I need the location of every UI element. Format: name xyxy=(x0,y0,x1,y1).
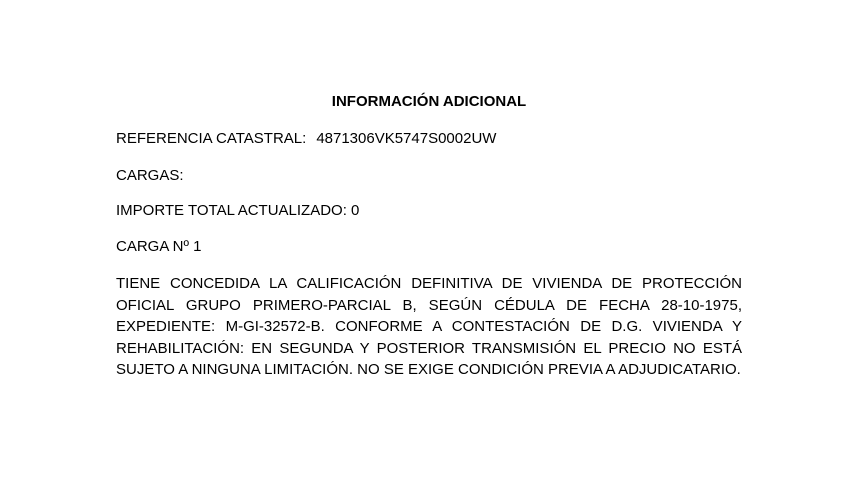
cadastral-reference-label: REFERENCIA CATASTRAL: xyxy=(116,130,307,147)
charges-label: CARGAS: xyxy=(116,167,184,184)
charge-description: TIENE CONCEDIDA LA CALIFICACIÓN DEFINITIVA DE VIVIENDA DE PROTECCIÓN OFICIAL GRUPO PRIMERO-PARCIAL B, SEGÚN CÉDULA DE FECHA 28-10-1975, EXPEDIENTE: M-GI-32572-B. CONFORME A CONTESTACIÓN DE D.G. VIVIENDA Y REHABILITACIÓN: EN SEGUNDA Y POSTERIOR TRANSMISIÓN EL PRECIO NO ESTÁ SUJETO A NINGUNA LIMITACIÓN. NO SE EXIGE CONDICIÓN PREVIA A ADJUDICATARIO. xyxy=(116,275,742,378)
cadastral-reference-value: 4871306VK5747S0002UW xyxy=(316,130,497,147)
total-amount-line: IMPORTE TOTAL ACTUALIZADO: 0 xyxy=(116,202,360,219)
section-title: INFORMACIÓN ADICIONAL xyxy=(331,93,527,110)
cadastral-reference-row xyxy=(116,130,496,148)
charge-number: CARGA Nº 1 xyxy=(116,238,202,255)
